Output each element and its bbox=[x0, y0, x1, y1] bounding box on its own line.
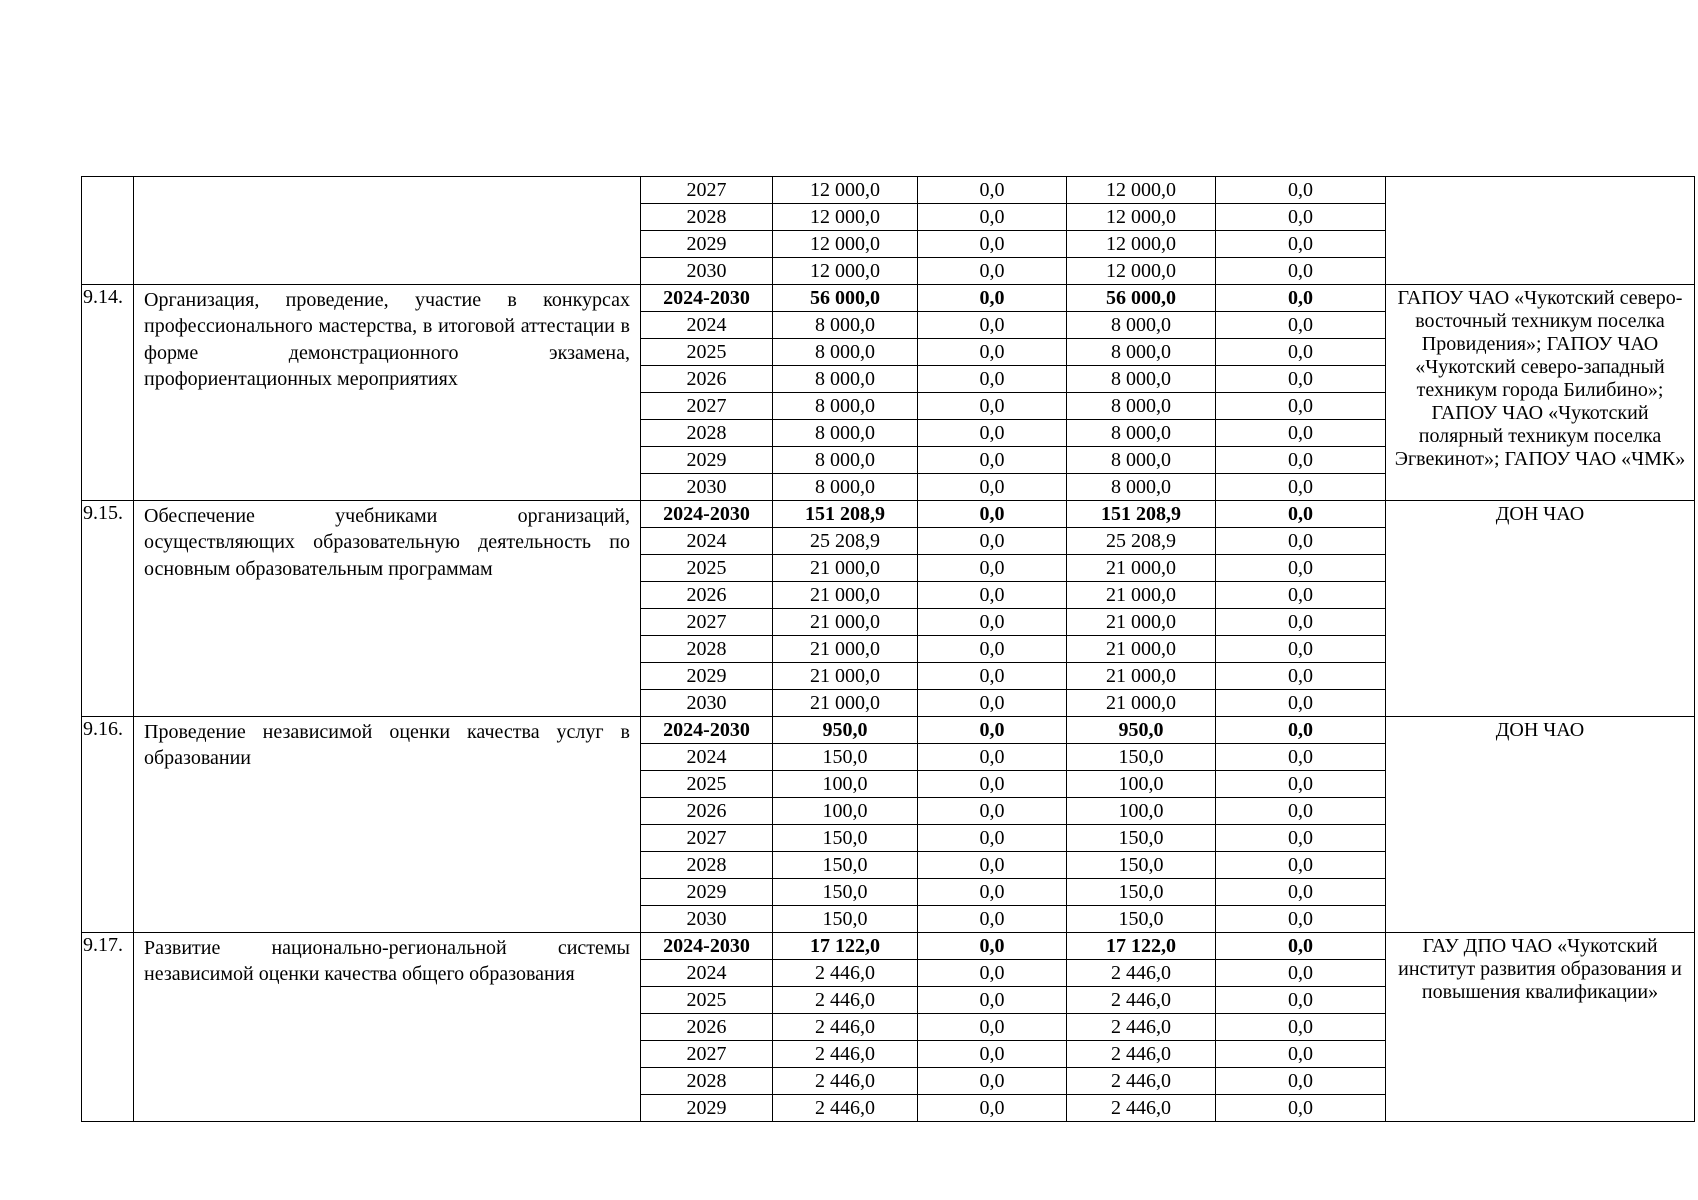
regional-budget-cell: 150,0 bbox=[1067, 906, 1216, 933]
federal-budget-cell: 0,0 bbox=[918, 906, 1067, 933]
executor-cell: ГАУ ДПО ЧАО «Чукотский институт развития образования и повышения квалификации» bbox=[1386, 933, 1695, 1122]
total-cell: 100,0 bbox=[773, 771, 918, 798]
year-cell: 2029 bbox=[641, 1095, 773, 1122]
measure-name-cell: Обеспечение учебниками организаций, осуществляющих образовательную деятельность по основным образовательным программам bbox=[134, 501, 641, 717]
year-cell: 2027 bbox=[641, 393, 773, 420]
regional-budget-cell: 150,0 bbox=[1067, 744, 1216, 771]
section-total-row bbox=[82, 717, 1695, 744]
other-sources-cell: 0,0 bbox=[1216, 771, 1386, 798]
other-sources-cell: 0,0 bbox=[1216, 1095, 1386, 1122]
regional-budget-cell: 8 000,0 bbox=[1067, 474, 1216, 501]
other-sources-cell: 0,0 bbox=[1216, 717, 1386, 744]
year-cell: 2030 bbox=[641, 258, 773, 285]
other-sources-cell: 0,0 bbox=[1216, 258, 1386, 285]
federal-budget-cell: 0,0 bbox=[918, 636, 1067, 663]
year-cell: 2025 bbox=[641, 555, 773, 582]
regional-budget-cell: 21 000,0 bbox=[1067, 582, 1216, 609]
regional-budget-cell: 2 446,0 bbox=[1067, 1095, 1216, 1122]
row-number-cell bbox=[82, 177, 134, 285]
regional-budget-cell: 12 000,0 bbox=[1067, 231, 1216, 258]
regional-budget-cell: 12 000,0 bbox=[1067, 177, 1216, 204]
federal-budget-cell: 0,0 bbox=[918, 393, 1067, 420]
regional-budget-cell: 25 208,9 bbox=[1067, 528, 1216, 555]
total-cell: 12 000,0 bbox=[773, 258, 918, 285]
total-cell: 150,0 bbox=[773, 906, 918, 933]
row-number-cell: 9.15. bbox=[82, 501, 134, 717]
other-sources-cell: 0,0 bbox=[1216, 177, 1386, 204]
total-cell: 17 122,0 bbox=[773, 933, 918, 960]
regional-budget-cell: 151 208,9 bbox=[1067, 501, 1216, 528]
other-sources-cell: 0,0 bbox=[1216, 393, 1386, 420]
federal-budget-cell: 0,0 bbox=[918, 582, 1067, 609]
year-cell: 2025 bbox=[641, 339, 773, 366]
regional-budget-cell: 8 000,0 bbox=[1067, 366, 1216, 393]
total-cell: 2 446,0 bbox=[773, 987, 918, 1014]
total-cell: 8 000,0 bbox=[773, 420, 918, 447]
regional-budget-cell: 21 000,0 bbox=[1067, 636, 1216, 663]
federal-budget-cell: 0,0 bbox=[918, 366, 1067, 393]
other-sources-cell: 0,0 bbox=[1216, 474, 1386, 501]
regional-budget-cell: 100,0 bbox=[1067, 798, 1216, 825]
other-sources-cell: 0,0 bbox=[1216, 1041, 1386, 1068]
year-cell: 2026 bbox=[641, 582, 773, 609]
federal-budget-cell: 0,0 bbox=[918, 258, 1067, 285]
other-sources-cell: 0,0 bbox=[1216, 285, 1386, 312]
federal-budget-cell: 0,0 bbox=[918, 555, 1067, 582]
total-cell: 2 446,0 bbox=[773, 1041, 918, 1068]
total-cell: 21 000,0 bbox=[773, 609, 918, 636]
federal-budget-cell: 0,0 bbox=[918, 177, 1067, 204]
other-sources-cell: 0,0 bbox=[1216, 366, 1386, 393]
total-cell: 12 000,0 bbox=[773, 231, 918, 258]
total-cell: 150,0 bbox=[773, 879, 918, 906]
year-cell: 2024 bbox=[641, 744, 773, 771]
federal-budget-cell: 0,0 bbox=[918, 1041, 1067, 1068]
regional-budget-cell: 8 000,0 bbox=[1067, 420, 1216, 447]
regional-budget-cell: 21 000,0 bbox=[1067, 690, 1216, 717]
federal-budget-cell: 0,0 bbox=[918, 825, 1067, 852]
executor-cell: ДОН ЧАО bbox=[1386, 717, 1695, 933]
other-sources-cell: 0,0 bbox=[1216, 879, 1386, 906]
total-cell: 2 446,0 bbox=[773, 1068, 918, 1095]
year-cell: 2026 bbox=[641, 798, 773, 825]
regional-budget-cell: 2 446,0 bbox=[1067, 1068, 1216, 1095]
other-sources-cell: 0,0 bbox=[1216, 798, 1386, 825]
year-cell: 2028 bbox=[641, 420, 773, 447]
federal-budget-cell: 0,0 bbox=[918, 528, 1067, 555]
regional-budget-cell: 56 000,0 bbox=[1067, 285, 1216, 312]
year-cell: 2029 bbox=[641, 663, 773, 690]
regional-budget-cell: 2 446,0 bbox=[1067, 987, 1216, 1014]
total-cell: 25 208,9 bbox=[773, 528, 918, 555]
regional-budget-cell: 8 000,0 bbox=[1067, 312, 1216, 339]
total-cell: 8 000,0 bbox=[773, 366, 918, 393]
year-cell: 2026 bbox=[641, 1014, 773, 1041]
row-number-cell: 9.16. bbox=[82, 717, 134, 933]
year-cell: 2030 bbox=[641, 474, 773, 501]
year-cell: 2027 bbox=[641, 177, 773, 204]
measure-name-cell bbox=[134, 177, 641, 285]
other-sources-cell: 0,0 bbox=[1216, 447, 1386, 474]
other-sources-cell: 0,0 bbox=[1216, 231, 1386, 258]
measure-name-cell: Организация, проведение, участие в конкурсах профессионального мастерства, в итоговой аттестации в форме демонстрационного экзамена, профориентационных мероприятиях bbox=[134, 285, 641, 501]
federal-budget-cell: 0,0 bbox=[918, 1014, 1067, 1041]
year-cell: 2024 bbox=[641, 528, 773, 555]
regional-budget-cell: 8 000,0 bbox=[1067, 339, 1216, 366]
total-cell: 2 446,0 bbox=[773, 1014, 918, 1041]
total-cell: 21 000,0 bbox=[773, 555, 918, 582]
other-sources-cell: 0,0 bbox=[1216, 636, 1386, 663]
other-sources-cell: 0,0 bbox=[1216, 609, 1386, 636]
other-sources-cell: 0,0 bbox=[1216, 501, 1386, 528]
other-sources-cell: 0,0 bbox=[1216, 1068, 1386, 1095]
section-total-row bbox=[82, 285, 1695, 312]
budget-table bbox=[81, 176, 1695, 1122]
total-cell: 21 000,0 bbox=[773, 582, 918, 609]
federal-budget-cell: 0,0 bbox=[918, 339, 1067, 366]
total-cell: 56 000,0 bbox=[773, 285, 918, 312]
federal-budget-cell: 0,0 bbox=[918, 933, 1067, 960]
year-cell: 2027 bbox=[641, 825, 773, 852]
executor-cell: ГАПОУ ЧАО «Чукотский северо-восточный техникум поселка Провидения»; ГАПОУ ЧАО «Чукотский северо-западный техникум города Билибино»; ГАПОУ ЧАО «Чукотский полярный техникум поселка Эгвекинот»; ГАПОУ ЧАО «ЧМК» bbox=[1386, 285, 1695, 501]
measure-name-cell: Проведение независимой оценки качества услуг в образовании bbox=[134, 717, 641, 933]
year-cell: 2029 bbox=[641, 447, 773, 474]
other-sources-cell: 0,0 bbox=[1216, 528, 1386, 555]
total-cell: 12 000,0 bbox=[773, 177, 918, 204]
federal-budget-cell: 0,0 bbox=[918, 798, 1067, 825]
year-cell: 2024 bbox=[641, 312, 773, 339]
other-sources-cell: 0,0 bbox=[1216, 690, 1386, 717]
total-cell: 150,0 bbox=[773, 744, 918, 771]
table-body bbox=[82, 177, 1695, 1122]
total-cell: 150,0 bbox=[773, 825, 918, 852]
row-number-cell: 9.17. bbox=[82, 933, 134, 1122]
other-sources-cell: 0,0 bbox=[1216, 582, 1386, 609]
other-sources-cell: 0,0 bbox=[1216, 663, 1386, 690]
executor-cell: ДОН ЧАО bbox=[1386, 501, 1695, 717]
year-cell: 2025 bbox=[641, 771, 773, 798]
federal-budget-cell: 0,0 bbox=[918, 960, 1067, 987]
federal-budget-cell: 0,0 bbox=[918, 663, 1067, 690]
federal-budget-cell: 0,0 bbox=[918, 1095, 1067, 1122]
year-cell: 2029 bbox=[641, 879, 773, 906]
total-cell: 151 208,9 bbox=[773, 501, 918, 528]
year-cell: 2027 bbox=[641, 1041, 773, 1068]
total-cell: 21 000,0 bbox=[773, 663, 918, 690]
total-cell: 100,0 bbox=[773, 798, 918, 825]
section-total-row bbox=[82, 501, 1695, 528]
total-cell: 12 000,0 bbox=[773, 204, 918, 231]
total-cell: 8 000,0 bbox=[773, 393, 918, 420]
regional-budget-cell: 8 000,0 bbox=[1067, 447, 1216, 474]
federal-budget-cell: 0,0 bbox=[918, 879, 1067, 906]
year-cell: 2028 bbox=[641, 852, 773, 879]
federal-budget-cell: 0,0 bbox=[918, 312, 1067, 339]
total-cell: 8 000,0 bbox=[773, 312, 918, 339]
regional-budget-cell: 12 000,0 bbox=[1067, 258, 1216, 285]
federal-budget-cell: 0,0 bbox=[918, 420, 1067, 447]
other-sources-cell: 0,0 bbox=[1216, 852, 1386, 879]
year-cell: 2030 bbox=[641, 690, 773, 717]
year-cell: 2024-2030 bbox=[641, 285, 773, 312]
year-cell: 2024-2030 bbox=[641, 717, 773, 744]
federal-budget-cell: 0,0 bbox=[918, 690, 1067, 717]
other-sources-cell: 0,0 bbox=[1216, 420, 1386, 447]
total-cell: 2 446,0 bbox=[773, 1095, 918, 1122]
federal-budget-cell: 0,0 bbox=[918, 447, 1067, 474]
regional-budget-cell: 150,0 bbox=[1067, 825, 1216, 852]
regional-budget-cell: 21 000,0 bbox=[1067, 555, 1216, 582]
year-cell: 2028 bbox=[641, 204, 773, 231]
federal-budget-cell: 0,0 bbox=[918, 852, 1067, 879]
regional-budget-cell: 2 446,0 bbox=[1067, 1014, 1216, 1041]
other-sources-cell: 0,0 bbox=[1216, 339, 1386, 366]
federal-budget-cell: 0,0 bbox=[918, 204, 1067, 231]
total-cell: 2 446,0 bbox=[773, 960, 918, 987]
federal-budget-cell: 0,0 bbox=[918, 744, 1067, 771]
other-sources-cell: 0,0 bbox=[1216, 312, 1386, 339]
other-sources-cell: 0,0 bbox=[1216, 933, 1386, 960]
total-cell: 8 000,0 bbox=[773, 339, 918, 366]
regional-budget-cell: 21 000,0 bbox=[1067, 663, 1216, 690]
regional-budget-cell: 17 122,0 bbox=[1067, 933, 1216, 960]
year-cell: 2024-2030 bbox=[641, 501, 773, 528]
federal-budget-cell: 0,0 bbox=[918, 609, 1067, 636]
federal-budget-cell: 0,0 bbox=[918, 474, 1067, 501]
other-sources-cell: 0,0 bbox=[1216, 987, 1386, 1014]
year-cell: 2028 bbox=[641, 636, 773, 663]
table-row bbox=[82, 177, 1695, 204]
other-sources-cell: 0,0 bbox=[1216, 960, 1386, 987]
other-sources-cell: 0,0 bbox=[1216, 744, 1386, 771]
executor-cell bbox=[1386, 177, 1695, 285]
year-cell: 2029 bbox=[641, 231, 773, 258]
federal-budget-cell: 0,0 bbox=[918, 501, 1067, 528]
federal-budget-cell: 0,0 bbox=[918, 717, 1067, 744]
regional-budget-cell: 21 000,0 bbox=[1067, 609, 1216, 636]
total-cell: 21 000,0 bbox=[773, 636, 918, 663]
regional-budget-cell: 950,0 bbox=[1067, 717, 1216, 744]
federal-budget-cell: 0,0 bbox=[918, 285, 1067, 312]
year-cell: 2026 bbox=[641, 366, 773, 393]
federal-budget-cell: 0,0 bbox=[918, 987, 1067, 1014]
regional-budget-cell: 150,0 bbox=[1067, 879, 1216, 906]
year-cell: 2028 bbox=[641, 1068, 773, 1095]
other-sources-cell: 0,0 bbox=[1216, 906, 1386, 933]
total-cell: 150,0 bbox=[773, 852, 918, 879]
other-sources-cell: 0,0 bbox=[1216, 204, 1386, 231]
total-cell: 21 000,0 bbox=[773, 690, 918, 717]
regional-budget-cell: 2 446,0 bbox=[1067, 960, 1216, 987]
federal-budget-cell: 0,0 bbox=[918, 231, 1067, 258]
federal-budget-cell: 0,0 bbox=[918, 771, 1067, 798]
other-sources-cell: 0,0 bbox=[1216, 825, 1386, 852]
year-cell: 2024 bbox=[641, 960, 773, 987]
measure-name-cell: Развитие национально-региональной системы независимой оценки качества общего образования bbox=[134, 933, 641, 1122]
regional-budget-cell: 150,0 bbox=[1067, 852, 1216, 879]
regional-budget-cell: 8 000,0 bbox=[1067, 393, 1216, 420]
row-number-cell: 9.14. bbox=[82, 285, 134, 501]
regional-budget-cell: 100,0 bbox=[1067, 771, 1216, 798]
year-cell: 2027 bbox=[641, 609, 773, 636]
year-cell: 2024-2030 bbox=[641, 933, 773, 960]
total-cell: 8 000,0 bbox=[773, 447, 918, 474]
total-cell: 950,0 bbox=[773, 717, 918, 744]
other-sources-cell: 0,0 bbox=[1216, 555, 1386, 582]
federal-budget-cell: 0,0 bbox=[918, 1068, 1067, 1095]
year-cell: 2025 bbox=[641, 987, 773, 1014]
year-cell: 2030 bbox=[641, 906, 773, 933]
regional-budget-cell: 2 446,0 bbox=[1067, 1041, 1216, 1068]
total-cell: 8 000,0 bbox=[773, 474, 918, 501]
section-total-row bbox=[82, 933, 1695, 960]
regional-budget-cell: 12 000,0 bbox=[1067, 204, 1216, 231]
other-sources-cell: 0,0 bbox=[1216, 1014, 1386, 1041]
